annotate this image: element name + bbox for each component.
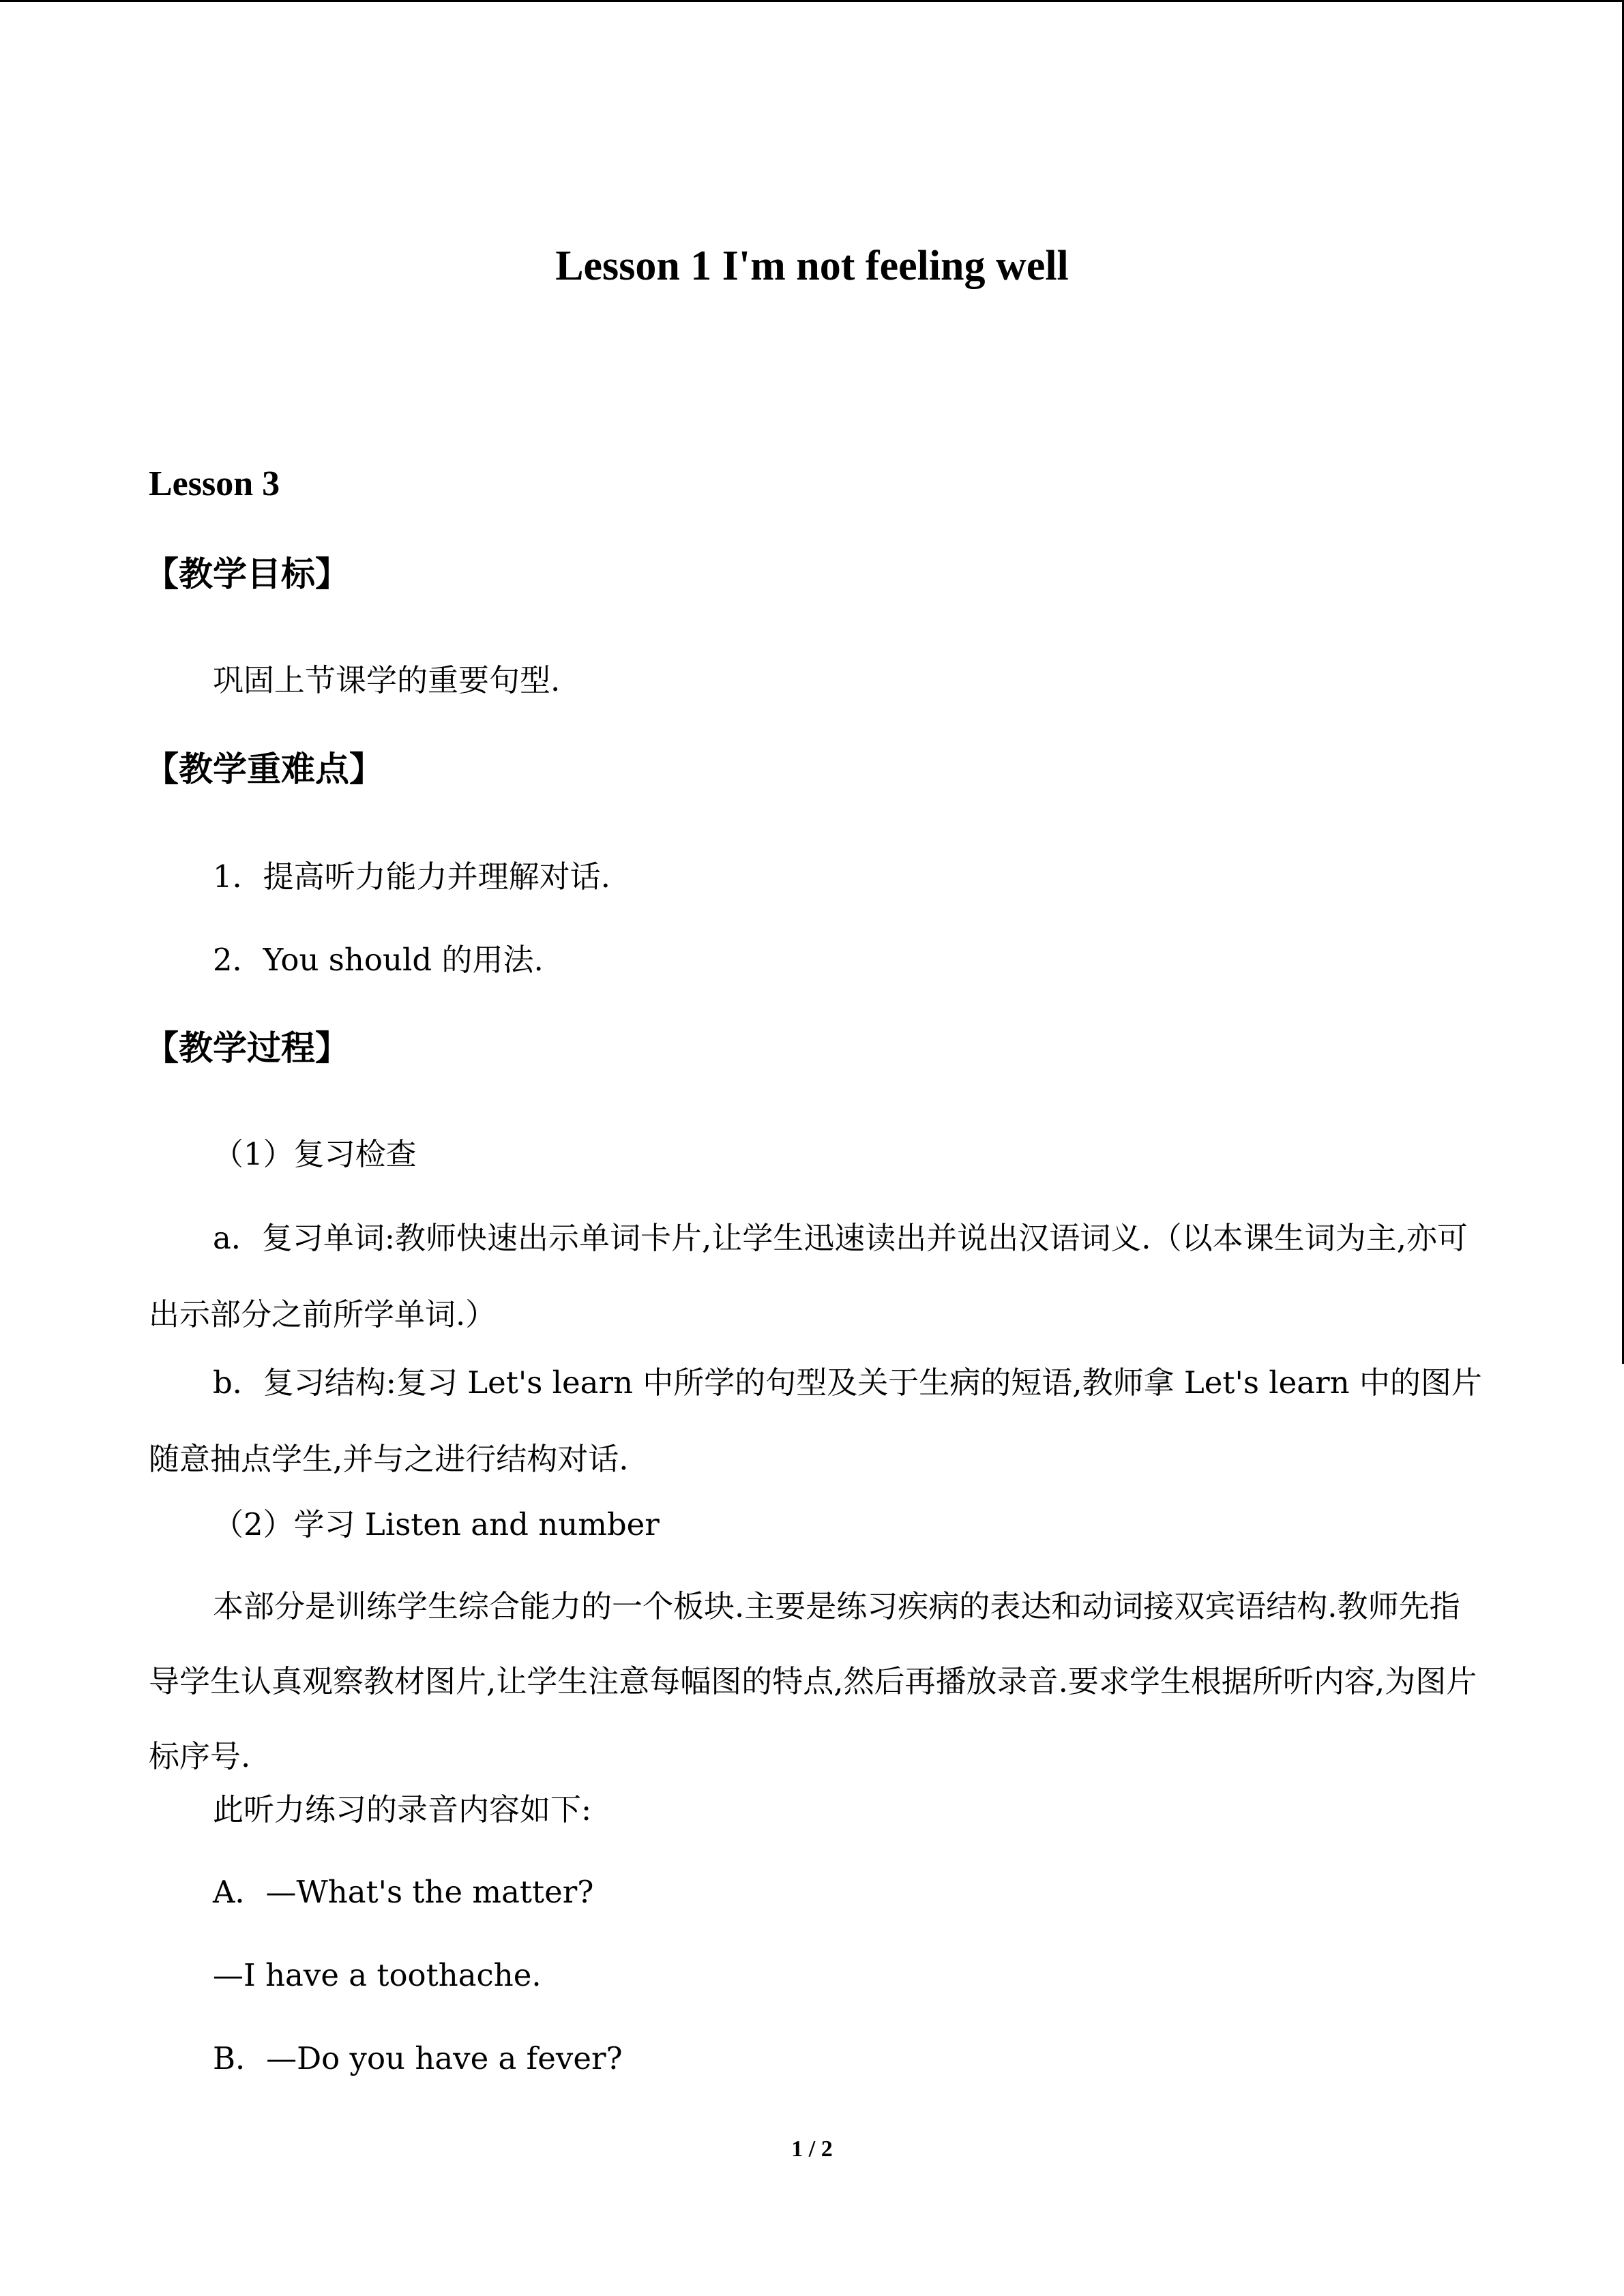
dialogue-a-answer: —I have a toothache. [213, 1957, 542, 1993]
step-2-title: （2）学习 Listen and number [213, 1506, 660, 1542]
dialogue-b-question: B．—Do you have a fever? [213, 2040, 623, 2076]
process-heading: 【教学过程】 [145, 1028, 349, 1068]
goals-text: 巩固上节课学的重要句型. [213, 662, 561, 698]
page-top-border [0, 0, 1624, 2]
script-intro: 此听力练习的录音内容如下: [213, 1791, 592, 1828]
page-number: 1 / 2 [791, 2136, 833, 2162]
dialogue-a-question: A．—What's the matter? [213, 1874, 594, 1910]
lesson-label: Lesson 3 [149, 464, 280, 503]
key-point-1: 1．提高听力能力并理解对话. [213, 859, 610, 895]
goals-heading: 【教学目标】 [145, 554, 349, 594]
step-1a-paragraph: a．复习单词:教师快速出示单词卡片,让学生迅速读出并说出汉语词义.（以本课生词为主,亦可出示部分之前所学单词.） [149, 1220, 1468, 1332]
document-title: Lesson 1 I'm not feeling well [555, 243, 1069, 289]
key-points-heading: 【教学重难点】 [145, 749, 383, 789]
key-point-2: 2．You should 的用法. [213, 942, 544, 978]
step-1b-paragraph: b．复习结构:复习 Let's learn 中所学的句型及关于生病的短语,教师拿 Let's learn 中的图片随意抽点学生,并与之进行结构对话. [149, 1365, 1482, 1477]
step-1-title: （1）复习检查 [213, 1136, 417, 1172]
step-2-paragraph: 本部分是训练学生综合能力的一个板块.主要是练习疾病的表达和动词接双宾语结构.教师先指导学生认真观察教材图片,让学生注意每幅图的特点,然后再播放录音.要求学生根据所听内容,为图片标序号. [149, 1588, 1477, 1774]
